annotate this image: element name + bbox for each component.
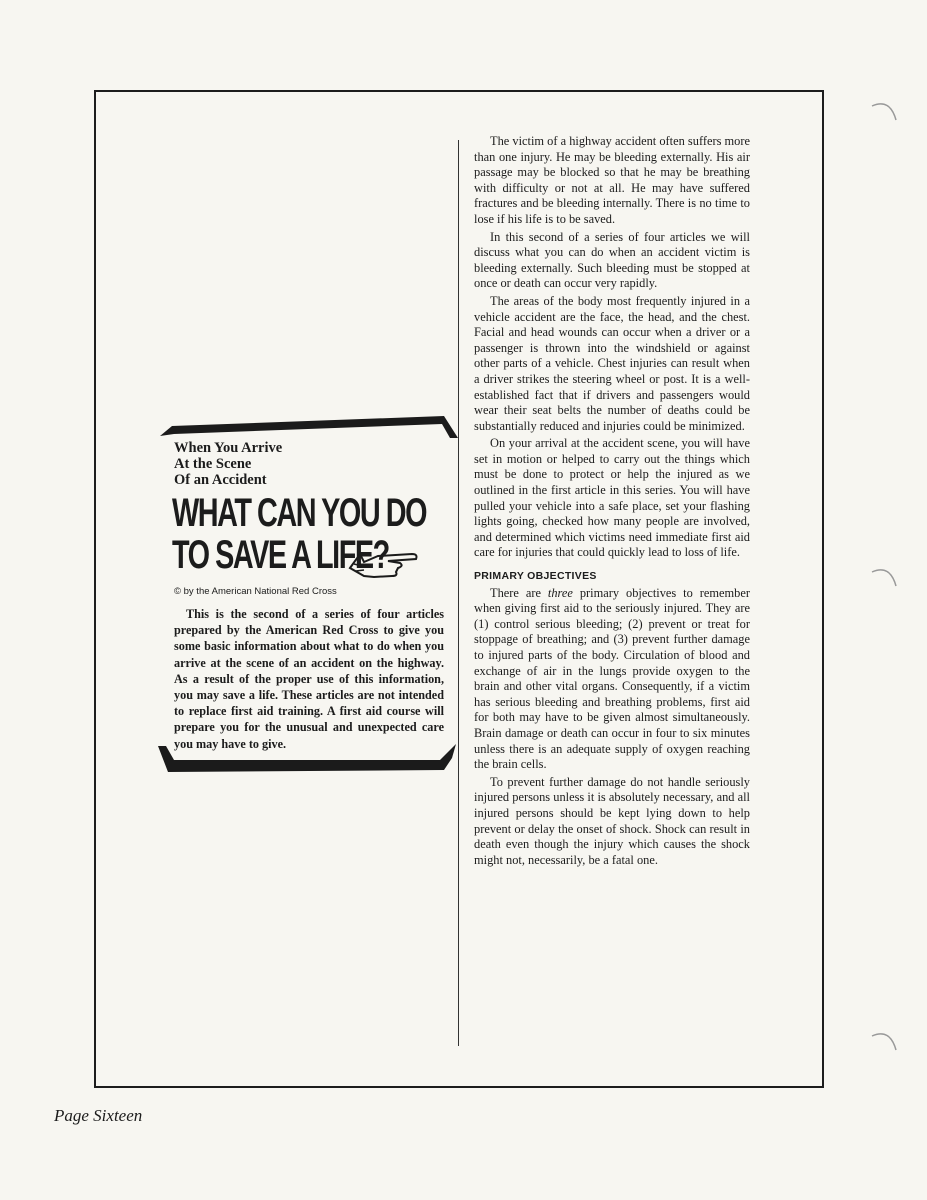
kicker-line: Of an Accident xyxy=(174,472,267,488)
emphasis-text: three xyxy=(547,585,573,600)
article-paragraph: On your arrival at the accident scene, you will have set in motion or helped to carry out the things which must be done to protect or help the injured as we outlined in the first article in this series. You will have pulled your vehicle into a safe place, set your flashing lights going, checked how many people are involved, and determined which victims need immediate first aid care for injuries that could quickly lead to loss of life. xyxy=(474,436,750,560)
article-column xyxy=(474,134,750,868)
top-border-rule xyxy=(158,406,458,440)
sidebar-box xyxy=(158,406,458,776)
pointing-hand-icon xyxy=(348,542,420,582)
binder-hole-mark xyxy=(870,564,900,594)
kicker xyxy=(174,440,434,488)
binder-hole-mark xyxy=(870,98,900,128)
paragraph-text: primary objectives to remember when giving first aid to the seriously injured. They are (1) control serious bleeding; (2) prevent or treat for stoppage of breathing; and (3) prevent further damage to injured parts of the body. Circulation of blood and exchange of air in the lungs provide oxygen to the brain and other vital organs. Consequently, if a victim has serious bleeding and breathing problems, first aid for both may have to be given almost simultaneously. Brain damage or death can occur in four to six minutes unless there is an adequate supply of oxygen reaching the brain cells. xyxy=(474,585,750,772)
article-paragraph xyxy=(474,586,750,773)
article-paragraph: The victim of a highway accident often suffers more than one injury. He may be bleeding externally. His air passage may be blocked so that he may be breathing with difficulty or not at all. He may have suffered fractures and be bleeding internally. There is no time to lose if his life is to be saved. xyxy=(474,134,750,226)
page-number: Page Sixteen xyxy=(54,1106,143,1125)
copyright-credit: © by the American National Red Cross xyxy=(174,586,337,597)
article-paragraph: The areas of the body most frequently injured in a vehicle accident are the face, the head, and the chest. Facial and head wounds can occur when a driver or a passenger is thrown into the windshield or against other parts of a vehicle. Chest injuries can result when a driver strikes the steering wheel or post. It is a well-established fact that if drivers and passengers would wear their seat belts the number of deaths could be substantially reduced and injuries could be minimized. xyxy=(474,293,750,433)
intro-paragraph: This is the second of a series of four articles prepared by the American Red Cross to give you some basic information about what to do when you arrive at the scene of an accident on the highway. As a result of the proper use of this information, you may save a life. These articles are not intended to replace first aid training. A first aid course will prepare you for the unusual and unexpected care you may have to give. xyxy=(174,607,444,751)
headline-line: WHAT CAN YOU DO xyxy=(172,491,427,535)
article-paragraph: To prevent further damage do not handle seriously injured persons unless it is absolutely necessary, and all injured persons should be kept lying down to help prevent or delay the onset of shock. Shock can result in death even though the injury which causes the shock might not, necessarily, be a fatal one. xyxy=(474,774,750,867)
column-divider xyxy=(458,140,459,1046)
bottom-border-rule xyxy=(158,742,458,776)
section-heading: PRIMARY OBJECTIVES xyxy=(474,570,597,583)
kicker-line: At the Scene xyxy=(174,456,252,472)
headline-line: TO SAVE A LIFE? xyxy=(172,533,389,577)
binder-hole-mark xyxy=(870,1028,900,1058)
kicker-line: When You Arrive xyxy=(174,440,283,456)
paragraph-text: There are xyxy=(490,585,548,600)
article-paragraph: In this second of a series of four articles we will discuss what you can do when an accident victim is bleeding externally. Such bleeding must be stopped at once or death can occur very rapidly. xyxy=(474,229,750,291)
